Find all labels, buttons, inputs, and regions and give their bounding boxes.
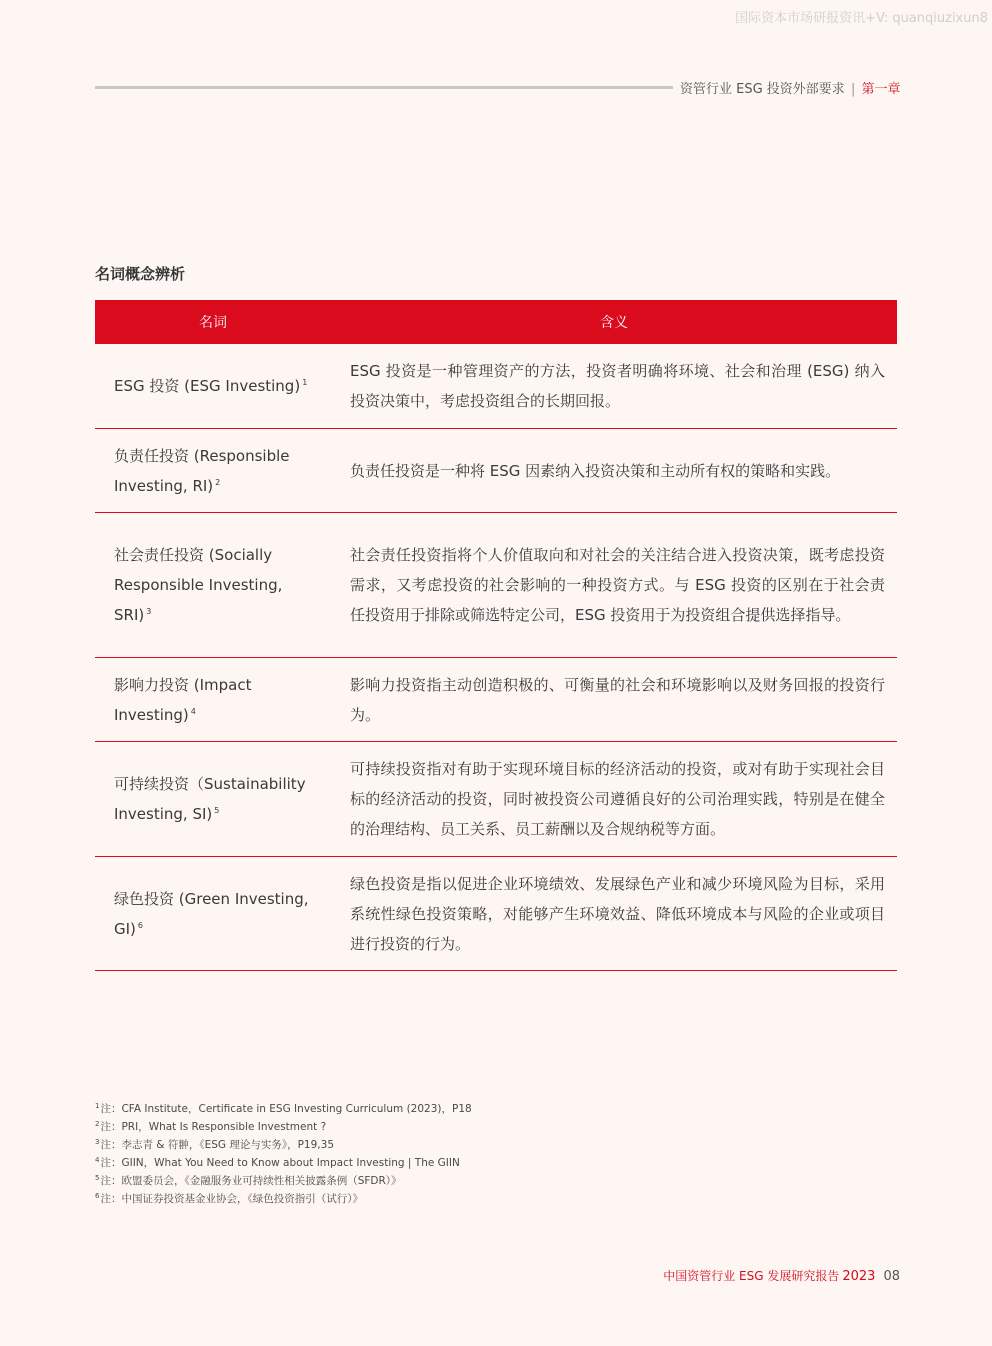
footnote-ref: 1	[302, 378, 308, 387]
table-header-row	[95, 300, 897, 344]
column-header-term: 名词	[199, 315, 227, 331]
footnote-number: 1	[95, 1101, 100, 1110]
term-text: 影响力投资 (Impact Investing)	[114, 675, 252, 724]
header-chapter: 第一章	[861, 82, 901, 97]
page-footer	[663, 1267, 900, 1284]
table-row	[95, 513, 897, 658]
glossary-table	[95, 300, 897, 971]
term-text: 可持续投资（Sustainability Investing, SI)	[114, 775, 306, 823]
footnote-number: 3	[95, 1137, 100, 1146]
table-row	[95, 857, 897, 971]
footnote-text: 注：中国证券投资基金业协会，《绿色投资指引（试行）》	[100, 1193, 363, 1205]
footnote	[95, 1136, 472, 1154]
footnote-text: 注：PRI，What Is Responsible Investment ?	[100, 1121, 327, 1133]
header-title: 资管行业 ESG 投资外部要求	[680, 82, 845, 97]
footnotes	[95, 1100, 472, 1208]
footnote-text: 注：李志青 & 符翀，《ESG 理论与实务》，P19,35	[100, 1139, 334, 1151]
term-text: 绿色投资 (Green Investing, GI)	[114, 889, 309, 938]
footnote-ref: 2	[215, 477, 221, 487]
footer-report-title: 中国资管行业 ESG 发展研究报告	[663, 1269, 840, 1283]
footnote-number: 5	[95, 1173, 100, 1182]
footnote	[95, 1118, 472, 1136]
footnote-ref: 4	[190, 706, 196, 716]
footnote-ref: 6	[137, 920, 143, 930]
footnote-text: 注：欧盟委员会，《金融服务业可持续性相关披露条例（SFDR）》	[100, 1175, 402, 1187]
table-row	[95, 658, 897, 742]
page-number: 08	[883, 1269, 900, 1284]
definition-cell: 影响力投资指主动创造积极的、可衡量的社会和环境影响以及财务回报的投资行为。	[350, 675, 885, 724]
footnote	[95, 1154, 472, 1172]
footnote	[95, 1190, 472, 1208]
footnote-number: 2	[95, 1119, 100, 1128]
table-row	[95, 344, 897, 429]
term-cell	[95, 344, 331, 428]
table-row	[95, 429, 897, 513]
term-text: ESG 投资 (ESG Investing)	[114, 377, 301, 395]
term-cell	[95, 857, 331, 970]
definition-cell: 可持续投资指对有助于实现环境目标的经济活动的投资，或对有助于实现社会目标的经济活动的投资，同时被投资公司遵循良好的公司治理实践，特别是在健全的治理结构、员工关系、员工薪酬以及合规纳税等方面。	[350, 760, 885, 838]
section-title: 名词概念辨析	[95, 265, 186, 283]
footer-year: 2023	[842, 1269, 876, 1284]
term-cell	[95, 429, 331, 512]
footnote	[95, 1100, 472, 1118]
footnote-text: 注：GIIN，What You Need to Know about Impact Investing | The GIIN	[100, 1157, 460, 1169]
term-cell	[95, 513, 331, 657]
definition-cell: ESG 投资是一种管理资产的方法，投资者明确将环境、社会和治理 (ESG) 纳入投资决策中，考虑投资组合的长期回报。	[350, 362, 885, 410]
term-cell	[95, 742, 331, 856]
column-header-definition: 含义	[600, 315, 628, 331]
definition-cell: 负责任投资是一种将 ESG 因素纳入投资决策和主动所有权的策略和实践。	[350, 461, 841, 480]
footnote-number: 6	[95, 1191, 100, 1200]
footnote-text: 注：CFA Institute，Certificate in ESG Investing Curriculum (2023)，P18	[100, 1103, 472, 1115]
header-rule	[95, 86, 673, 89]
footnote-number: 4	[95, 1155, 100, 1164]
definition-cell: 绿色投资是指以促进企业环境绩效、发展绿色产业和减少环境风险为目标，采用系统性绿色投资策略，对能够产生环境效益、降低环境成本与风险的企业或项目进行投资的行为。	[350, 874, 885, 953]
footnote	[95, 1172, 472, 1190]
term-text: 社会责任投资 (Socially Responsible Investing, SRI)	[114, 546, 283, 624]
term-cell	[95, 658, 331, 741]
definition-cell: 社会责任投资指将个人价值取向和对社会的关注结合进入投资决策，既考虑投资需求，又考虑投资的社会影响的一种投资方式。与 ESG 投资的区别在于社会责任投资用于排除或筛选特定公司，ESG 投资用于为投资组合提供选择指导。	[350, 546, 885, 624]
watermark-text: 国际资本市场研报资讯+V: quanqiuzixun8	[735, 11, 988, 26]
header-separator: |	[850, 82, 856, 97]
term-text: 负责任投资 (Responsible Investing, RI)	[114, 446, 290, 495]
footnote-ref: 5	[214, 806, 220, 815]
running-header	[680, 78, 901, 97]
footnote-ref: 3	[146, 607, 152, 616]
table-row	[95, 742, 897, 857]
